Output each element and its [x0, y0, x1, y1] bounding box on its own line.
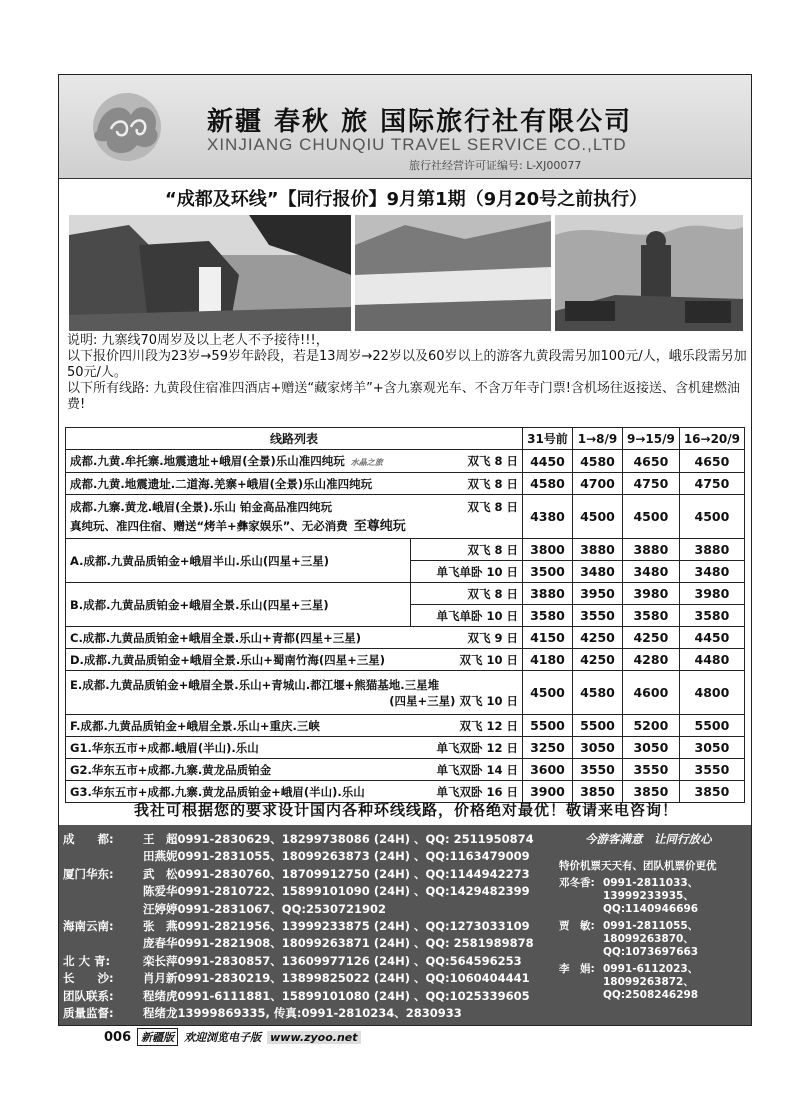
price-cell: 3480 [622, 561, 679, 583]
note-line: 以下报价四川段为23岁→59岁年龄段，若是13周岁→22岁以及60岁以上的游客九黄段需另加100元/人，峨乐段需另加50元/人。 [67, 349, 747, 380]
price-cell: 3580 [622, 605, 679, 627]
flight-cell: 双飞 8 日 [410, 539, 522, 561]
price-cell: 4650 [679, 450, 744, 473]
motto: 今游客满意 让同行放心 [585, 832, 712, 846]
contact-row: 海南云南: 张 燕0991-2821956、13999233875 (24H) 、QQ:1273033109 [63, 919, 530, 934]
header-period: 16→20/9 [679, 428, 744, 450]
contacts-panel [59, 825, 752, 1026]
price-cell: 4800 [679, 671, 744, 715]
price-cell: 4580 [522, 473, 572, 495]
price-cell: 3850 [572, 781, 622, 803]
table-row [66, 737, 745, 759]
flight-cell: 双飞 8 日 [410, 583, 522, 605]
contact-row: 团队联系: 程绪虎0991-6111881、15899101080 (24H) 、QQ:1025339605 [63, 988, 530, 1003]
contact-row: 厦门华东: 武 松0991-2830760、18709912750 (24H) 、QQ:1144942273 [63, 866, 530, 881]
license-number: 旅行社经营许可证编号: L-XJ00077 [409, 159, 582, 172]
contact-row: 陈爱华0991-2810722、15899101090 (24H) 、QQ:1429482399 [143, 884, 530, 899]
welcome-text: 欢迎浏览电子版 [184, 1031, 262, 1044]
price-cell: 4700 [572, 473, 622, 495]
price-cell: 3880 [622, 539, 679, 561]
table-row [66, 450, 745, 473]
price-cell: 4180 [522, 649, 572, 671]
price-cell: 3900 [522, 781, 572, 803]
price-cell: 3480 [679, 561, 744, 583]
price-cell: 3050 [622, 737, 679, 759]
price-cell: 4480 [679, 649, 744, 671]
page-number: 006 [104, 1029, 132, 1045]
contact-row: 长 沙: 肖月新0991-2830219、13899825022 (24H) 、QQ:1060404441 [63, 971, 530, 986]
price-cell: 3880 [522, 583, 572, 605]
ticket-agent: 邓冬香: 0991-2811033、 13999233935、 QQ:1140946696 [559, 877, 699, 915]
header-period: 9→15/9 [622, 428, 679, 450]
waterfall-rock-photo [69, 215, 351, 331]
website-link[interactable]: www.zyoo.net [267, 1031, 360, 1044]
price-cell: 4280 [622, 649, 679, 671]
price-cell: 3980 [622, 583, 679, 605]
route-cell: A.成都.九黄品质铂金+峨眉半山.乐山(四星+三星) [66, 539, 411, 583]
table-row [66, 539, 745, 561]
cloud-logo-icon [87, 87, 167, 167]
ticket-panel [559, 831, 749, 1021]
contact-row: 田燕妮0991-2831055、18099263873 (24H) 、QQ:1163479009 [143, 849, 530, 864]
price-cell: 4750 [679, 473, 744, 495]
premium-tag: 至尊纯玩 [353, 519, 406, 534]
price-cell: 4500 [679, 495, 744, 539]
table-row [66, 473, 745, 495]
price-cell: 4380 [522, 495, 572, 539]
contact-row: 庞春华0991-2821908、18099263871 (24H) 、QQ: 2581989878 [143, 936, 534, 951]
price-cell: 4650 [622, 450, 679, 473]
price-cell: 3800 [522, 539, 572, 561]
price-cell: 4580 [572, 450, 622, 473]
ticket-agent: 贾 敏: 0991-2811055、 18099263870、 QQ:1073697663 [559, 920, 699, 958]
table-row [66, 759, 745, 781]
price-cell: 3550 [572, 605, 622, 627]
golden-buddha-photo [555, 215, 743, 331]
price-cell: 4150 [522, 627, 572, 649]
contact-row: 质量监督: 程绪龙13999869335, 传真:0991-2810234、2830933 [63, 1006, 462, 1021]
company-name-cn: 新疆 春秋 旅 国际旅行社有限公司 [207, 107, 633, 137]
price-cell: 3500 [522, 561, 572, 583]
price-cell: 5500 [572, 715, 622, 737]
route-cell: E.成都.九黄品质铂金+峨眉全景.乐山+青城山.都江堰+熊猫基地.三星堆 (四星+三星) 双飞 10 日 [66, 671, 523, 715]
edition-label: 新疆版 [137, 1028, 178, 1046]
price-cell: 3050 [572, 737, 622, 759]
table-row [66, 649, 745, 671]
price-cell: 4450 [679, 627, 744, 649]
route-cell: C.成都.九黄品质铂金+峨眉全景.乐山+青都(四星+三星) 双飞 9 日 [66, 627, 523, 649]
route-cell: 成都.九黄.地震遗址.二道海.羌寨+峨眉(全景)乐山准四纯玩 双飞 8 日 [66, 473, 523, 495]
falls-photo [355, 215, 551, 331]
table-row [66, 715, 745, 737]
price-cell: 3550 [572, 759, 622, 781]
price-cell: 3550 [622, 759, 679, 781]
header-route: 线路列表 [66, 428, 523, 450]
route-cell: B.成都.九黄品质铂金+峨眉全景.乐山(四星+三星) [66, 583, 411, 627]
ticket-agent: 李 娟: 0991-6112023、 18099263872、 QQ:2508246298 [559, 963, 699, 1001]
price-cell: 3980 [679, 583, 744, 605]
flight-cell: 单飞单卧 10 日 [410, 561, 522, 583]
note-line: 说明: 九寨线70周岁及以上老人不予接待!!!， [67, 333, 329, 348]
price-cell: 4250 [572, 649, 622, 671]
price-cell: 4600 [622, 671, 679, 715]
table-row [66, 583, 745, 605]
header-period: 31号前 [522, 428, 572, 450]
route-cell: G3.华东五市+成都.九寨.黄龙品质铂金+峨眉(半山).乐山 单飞双卧 16 日 [66, 781, 523, 803]
price-cell: 4500 [622, 495, 679, 539]
ticket-deal: 特价机票天天有、团队机票价更优 [559, 860, 717, 872]
route-cell: D.成都.九黄品质铂金+峨眉全景.乐山+蜀南竹海(四星+三星) 双飞 10 日 [66, 649, 523, 671]
table-row [66, 671, 745, 715]
table-header-row [66, 428, 745, 450]
header-banner [59, 75, 752, 179]
price-cell: 3880 [679, 539, 744, 561]
price-cell: 4250 [572, 627, 622, 649]
table-row [66, 627, 745, 649]
notes-block [67, 333, 747, 413]
company-name-en: XINJIANG CHUNQIU TRAVEL SERVICE CO.,LTD [207, 135, 627, 154]
price-cell: 5500 [522, 715, 572, 737]
price-cell: 4580 [572, 671, 622, 715]
price-cell: 3550 [679, 759, 744, 781]
route-cell: G1.华东五市+成都.峨眉(半山).乐山 单飞双卧 12 日 [66, 737, 523, 759]
page-footer [104, 1028, 361, 1046]
photo-strip [69, 215, 743, 331]
slogan: 我社可根据您的要求设计国内各种环线线路，价格绝对最优！敬请来电咨询！ [133, 801, 678, 819]
price-cell: 3950 [572, 583, 622, 605]
header-period: 1→8/9 [572, 428, 622, 450]
price-cell: 3880 [572, 539, 622, 561]
crystal-tour-badge: 水晶之旅 [350, 458, 383, 467]
contact-row: 汪婷婷0991-2831067、QQ:2530721902 [143, 901, 386, 916]
page-title: “成都及环线”【同行报价】9月第1期（9月20号之前执行） [164, 189, 648, 210]
table-row [66, 495, 745, 539]
price-cell: 3480 [572, 561, 622, 583]
price-cell: 3050 [679, 737, 744, 759]
flight-cell: 单飞单卧 10 日 [410, 605, 522, 627]
price-cell: 4250 [622, 627, 679, 649]
contact-row: 成 都: 王 超0991-2830629、18299738086 (24H) 、QQ: 2511950874 [63, 832, 534, 846]
advertisement-page [58, 74, 752, 1026]
price-table [65, 427, 745, 803]
route-cell: 成都.九寨.黄龙.峨眉(全景).乐山 铂金高品准四纯玩 双飞 8 日 真纯玩、准四住宿、赠送“烤羊+彝家娱乐”、无必消费 至尊纯玩 [66, 495, 523, 539]
price-cell: 3600 [522, 759, 572, 781]
contact-list [63, 831, 563, 1022]
price-cell: 3850 [622, 781, 679, 803]
price-cell: 5500 [679, 715, 744, 737]
note-line: 以下所有线路: 九黄段住宿准四酒店+赠送“藏家烤羊”+含九寨观光车、不含万年寺门票!含机场往返接送、含机建燃油费! [67, 381, 740, 412]
contact-row: 北 大 青: 栾长萍0991-2830857、13609977126 (24H) 、QQ:564596253 [63, 953, 522, 968]
price-cell: 5200 [622, 715, 679, 737]
price-cell: 3580 [522, 605, 572, 627]
price-cell: 4500 [522, 671, 572, 715]
route-cell: F.成都.九黄品质铂金+峨眉全景.乐山+重庆.三峡 双飞 12 日 [66, 715, 523, 737]
price-cell: 4500 [572, 495, 622, 539]
route-cell: G2.华东五市+成都.九寨.黄龙品质铂金 单飞双卧 14 日 [66, 759, 523, 781]
price-cell: 4750 [622, 473, 679, 495]
price-cell: 3850 [679, 781, 744, 803]
price-cell: 4450 [522, 450, 572, 473]
route-cell: 成都.九黄.牟托寨.地震遗址+峨眉(全景)乐山准四纯玩 水晶之旅 双飞 8 日 [66, 450, 523, 473]
price-cell: 3580 [679, 605, 744, 627]
price-cell: 3250 [522, 737, 572, 759]
